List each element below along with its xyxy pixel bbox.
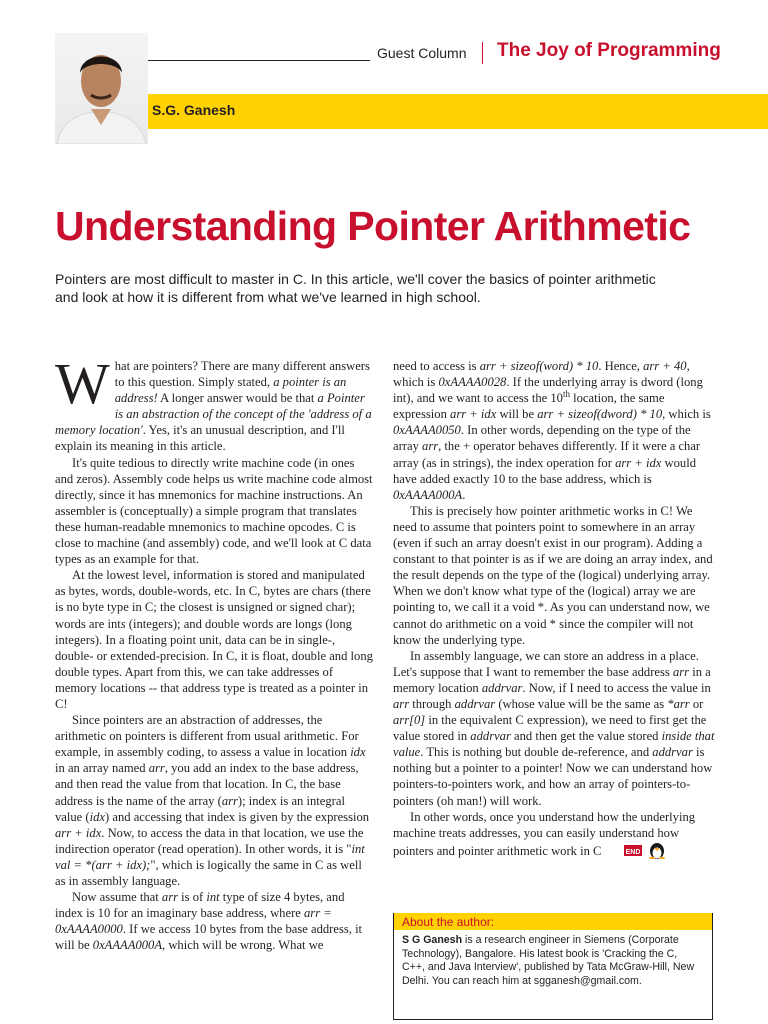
end-mark [607,841,670,863]
about-author-text [402,934,702,988]
drop-cap: W [55,351,110,416]
body-column-right [393,358,715,863]
body-paragraph: In assembly language, we can store an address in a place. Let's suppose that I want to remember the base address arr in a memory location addrvar. Now, if I need to access the value in arr through addrvar (whose value will be the same as *arr or arr[0] in the equivalent C expression), we need to first get the value stored in addrvar and then get the value stored inside that value. This is nothing but double de-reference, and addrvar is nothing but a pointer to a pointer! Now we can understand how pointers-to-pointers work, and how an array of pointers-to-pointers (oh man!) will work. [393,648,715,808]
body-column-left [55,351,373,953]
header-rule [148,60,370,61]
header-divider [482,42,483,64]
body-paragraph: What are pointers? There are many different answers to this question. Simply stated, a pointer is an address! A longer answer would be that a Pointer is an abstraction of the concept of the 'address of a memory location'. Yes, it's an unusual description, and I'll explain its meaning in this article. [55,351,372,454]
about-author-heading: About the author: [402,915,495,929]
body-paragraph: In other words, once you understand how the underlying machine treats addresses, you can easily understand how pointers and pointer arithmetic work in C END [393,809,715,863]
author-photo [55,33,148,144]
article-title: Understanding Pointer Arithmetic [55,203,691,249]
body-paragraph: Since pointers are an abstraction of addresses, the arithmetic on pointers is different from usual arithmetic. For example, in assembly coding, to assess a value in location idx in an array named arr, you add an index to the base address, and then read the value from that location. In C, the base address is the name of the array (arr); index is an integral value (idx) and accessing that index is given by the expression arr + idx. Now, to access the data in that location, we use the indirection operator (read operation). In other words, it is "int val = *(arr + idx);", which is logically the same in C as well as in assembly language. [55,713,370,888]
about-author-name: S G Ganesh [402,934,463,946]
about-author-box [393,913,713,1020]
author-name: S.G. Ganesh [152,102,236,118]
body-paragraph: This is precisely how pointer arithmetic works in C! We need to assume that pointers point to somewhere in an array (even if such an array doesn't exist in our program). Adding a constant to that pointer is as if we are doing an array index, and the result depends on the type of the (logical) underlying array. When we don't know what type of the (logical) array we are pointing to, we call it a void *. As you can understand now, we cannot do arithmetic on a void * since the compiler will not know the underlying type. [393,503,713,647]
about-author-bio: is a research engineer in Siemens (Corporate Technology), Bangalore. His latest book is 'Cracking the C, C++, and Java Interview', published by Tata McGraw-Hill, New Delhi. You can reach him at sgganesh@gmail.com. [402,934,695,987]
author-band [148,94,768,129]
svg-text:END: END [626,848,641,856]
body-paragraph: It's quite tedious to directly write machine code (in ones and zeros). Assembly code helps us write machine code almost directly, since it has mnemonics for machine instructions. An assembler is (conceptually) a simple program that translates these human-readable mnemonics to machine opcodes. C is close to machine (and assembly) code, and we'll look at C data types as an example for that. [55,455,373,567]
body-paragraph: need to access is arr + sizeof(word) * 10. Hence, arr + 40, which is 0xAAAA0028. If the underlying array is dword (long int), and we want to access the 10th location, the same expression arr + idx will be arr + sizeof(dword) * 10, which is 0xAAAA0050. In other words, depending on the type of the array arr, the + operator behaves differently. If it were a char array (as in strings), the index operation for arr + idx would have added exactly 10 to the base address, which is 0xAAAA000A. [393,359,711,502]
body-paragraph: Now assume that arr is of int type of size 4 bytes, and index is 10 for an imaginary base address, where arr = 0xAAAA0000. If we access 10 bytes from the base address, it will be 0xAAAA000A, which will be wrong. What we [55,890,363,953]
article-deck: Pointers are most difficult to master in C. In this article, we'll cover the basics of pointer arithmetic and look at how it is different from what we've learned in high school. [55,271,656,305]
about-author-header [394,913,712,930]
series-title: The Joy of Programming [497,40,721,61]
guest-column-label: Guest Column [377,45,467,61]
body-paragraph: At the lowest level, information is stored and manipulated as bytes, words, double-words, etc. In C, bytes are chars (there is no byte type in C; the closest is unsigned or signed char); words are ints (integers); and double words are longs (long integers). In a floating point unit, data can be in single-, double- or extended-precision. In C, it is float, double and long double types. Apart from this, we can take addresses of memory locations -- that address type is treated as a pointer in C! [55,568,373,711]
